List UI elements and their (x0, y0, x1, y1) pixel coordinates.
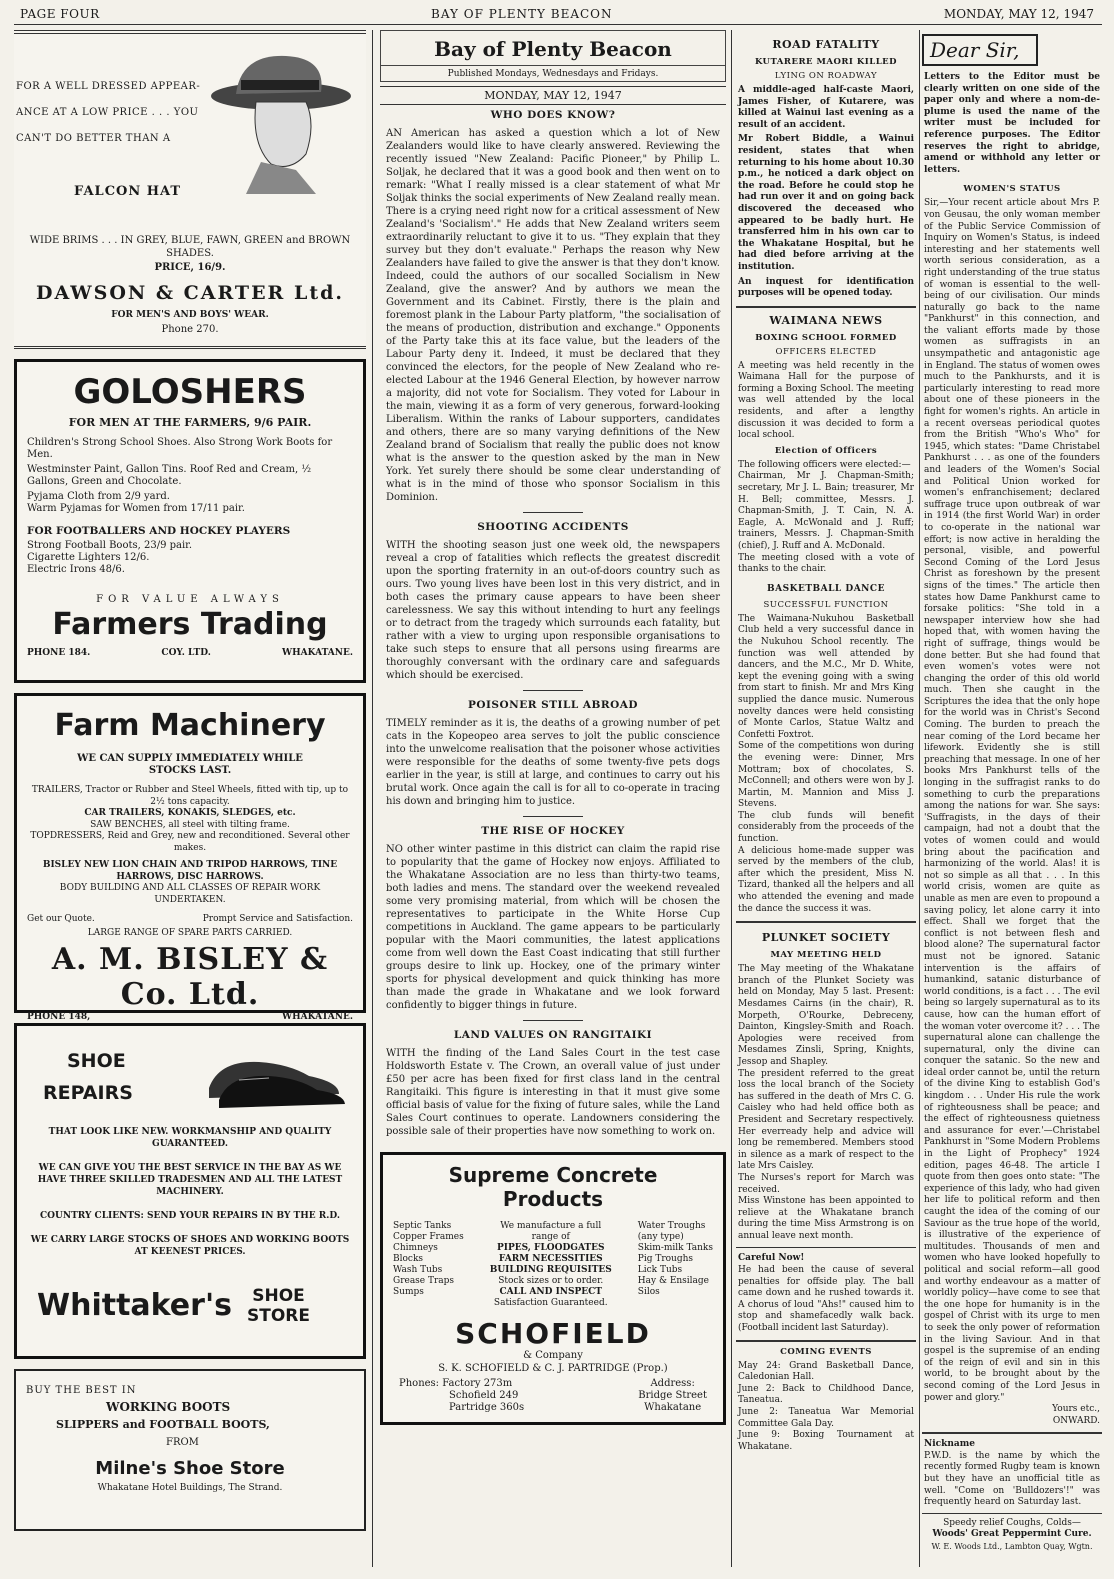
waimana-head: WAIMANA NEWS (769, 313, 883, 327)
farm-firm: A. M. BISLEY & Co. Ltd. (51, 942, 329, 1012)
basket-p1: The Waimana-Nukuhou Basketball Club held a very successful dance in the Nukuhou School recently. The function was well attended by dancers, and the M.C., Mr D. White, kept the evening going with a swing from start to finish. Mr and Mrs King supplied the dance music. Numerous novelty dances were held consisting of Monte Carlos, Statue Waltz and Confetti Foxtrot. (738, 613, 914, 740)
letters-head: WOMEN'S STATUS (963, 184, 1061, 195)
letters-sign1: Yours etc., (1052, 1404, 1100, 1415)
hat-ad-line: FOR A WELL DRESSED APPEAR- (16, 81, 201, 92)
shoe-firm: Whittaker's (37, 1288, 232, 1323)
road-sub: KUTARERE MAORI KILLED (754, 57, 898, 67)
editorial-column (380, 30, 726, 1567)
golo-coy: COY. LTD. (161, 648, 211, 658)
golo-item: Children's Strong School Shoes. Also Strong Work Boots for Men. (27, 437, 333, 460)
shoe-t1: SHOE (67, 1050, 126, 1072)
golo-item: Westminster Paint, Gallon Tins. Roof Red and Cream, ½ Gallons, Green and Chocolate. (27, 464, 312, 487)
shoe-p4: WE CARRY LARGE STOCKS OF SHOES AND WORKING BOOTS AT KEENEST PRICES. (30, 1235, 350, 1257)
milne-l1: BUY THE BEST IN (26, 1385, 137, 1396)
hat-wear: FOR MEN'S AND BOYS' WEAR. (111, 310, 269, 320)
concrete-firm: SCHOFIELD (455, 1317, 651, 1350)
concrete-left: Copper Frames (393, 1232, 464, 1242)
waimana-p1: A meeting was held recently in the Waimana Hall for the purpose of forming a Boxing School. The meeting was well attended by the local residents, and after a lengthy discussion it was decided to form a local school. (738, 360, 914, 441)
farm-spare: LARGE RANGE OF SPARE PARTS CARRIED. (87, 928, 293, 938)
milne-ad (14, 1369, 366, 1531)
road-p1: A middle-aged half-caste Maori, James Fisher, of Kutarere, was killed at Wainui last evening as a result of an accident. (738, 85, 914, 130)
event-item: June 2: Taneatua War Memorial Committee Gala Day. (738, 1407, 914, 1429)
divider (523, 1020, 583, 1021)
careful-head: Careful Now! (738, 1253, 805, 1264)
hat-price: PRICE, 16/9. (154, 262, 226, 273)
hat-illustration (166, 44, 366, 194)
farm-item: BISLEY NEW LION CHAIN AND TRIPOD HARROWS, TINE HARROWS, DISC HARROWS. (42, 860, 338, 882)
shoe-store-2: STORE (247, 1306, 310, 1326)
farm-machinery-ad (14, 693, 366, 1022)
page-header (20, 6, 1094, 22)
concrete-right: Lick Tubs (637, 1265, 683, 1275)
golo-phone: PHONE 184. (27, 648, 91, 658)
basket-head: BASKETBALL DANCE (767, 583, 885, 594)
concrete-co: & Company (523, 1350, 583, 1361)
farm-town: WHAKATANE. (282, 1012, 353, 1022)
concrete-addr: Whakatane (644, 1402, 702, 1413)
plunket-p1: The May meeting of the Whakatane branch of the Plunket Society was held on Monday, May 5 last. Present: Mesdames Cairns (in the chair), R. Morpeth, O'Rourke, Debreceny, Dainton, Kingsley-Smith and Roach. Apologies were received from Mesdames Zinsli, Spring, Knights, Jessop and Shapley. (738, 964, 914, 1067)
header-rule (14, 24, 1102, 25)
concrete-addr: Bridge Street (638, 1390, 707, 1401)
farm-item: TRAILERS, Tractor or Rubber and Steel Wheels, fitted with tip, up to 2½ tons capacity. (31, 785, 349, 807)
dear-sir-logo: Dear Sir, (922, 34, 1038, 66)
woods-l3: W. E. Woods Ltd., Lambton Quay, Wgtn. (931, 1542, 1093, 1552)
milne-l2: WORKING BOOTS (106, 1400, 231, 1414)
hat-ad-line: CAN'T DO BETTER THAN A (16, 133, 171, 144)
waimana-sub2: OFFICERS ELECTED (775, 346, 877, 357)
editorial-date: MONDAY, MAY 12, 1947 (380, 86, 726, 105)
basket-p3: The club funds will benefit considerably from the proceeds of the function. (738, 810, 914, 845)
event-item: May 24: Grand Basketball Dance, Caledonian Hall. (738, 1360, 914, 1383)
concrete-addr: Address: (650, 1378, 695, 1389)
a5-body: WITH the finding of the Land Sales Court in the test case Holdsworth Estate v. The Crown, an overall value of just under £50 per acre has been fixed for first class land in the central Rangitaiki. This figure is interesting in that it must give some official basis of value for the fixing of future sales, while the Land Sales Court continues to operate. Landowners considering the possible sale of their properties have now something to work on. (386, 1048, 720, 1137)
milne-firm: Milne's Shoe Store (95, 1458, 285, 1479)
events-head: COMING EVENTS (780, 1346, 872, 1357)
letters-body: Sir,—Your recent article about Mrs P. von Geusau, the only woman member of the Public Service Commission of Inquiry on Women's Status, is indeed interesting and her statements well worth serious consideration, as a right understanding of the true status of woman is essential to the well-being of our civilisation. Our minds naturally go back to the name "Pankhurst" in this connection, and the valiant efforts made by those women as suffragists in an unsympathetic and antagonistic age in England. The status of women owes much to the Pankhursts, and it is particularly interesting to read more about one of these pioneers in the fight for women's rights. An article in a recent overseas periodical quotes from the British "Who's Who" for 1945, which states: "Dame Christabel Pankhurst . . . as one of the founders and leaders of the Women's Social and Political Union worked for women's enfranchisement; declared suffrage truce upon outbreak of war in 1914 (the first World War) in order to co-operate in the national war effort; is now active in heralding the personal, visible, and powerful Second Coming of the Lord Jesus Christ as foreshown by the present signs of the times." The article then states how Dame Pankhurst came to forsake politics: "She told in a newspaper interview how she had hoped that, with women having the right of suffrage, things would be done better. But she had found that even women's votes were not changing the order of this old world much. Then she caught in the Scriptures the idea that the only hope for the world was in Christ's Second Coming. The burden to preach the near coming of the Lord became her lifework. Evidently she is still preaching that message. In one of her books Mrs Pankhurst tells of the longing in the suffragist ranks to do something to curb the preparations among the nations for war. She says: 'Suffragists, in the days of their campaign, had not a doubt that the votes of women could and would bring about the pacification and harmonizing of the world. Alas! it is not so simple as all that . . . In this world crisis, women are quite as unable as men are even to propound a saving policy, let alone carry it into effect. Shall we forget that the conflict is not between flesh and blood alone? The supernatural factor must not be ignored. Satanic intervention is the affairs of humankind, satanic disturbance of world conditions, is a fact . . . The evil being so largely supernatural as to its cause, how can the human effort of the woman voter overcome it? . . . The supernatural alone can challenge the supernatural, only the divine can conquer the satanic. So the new and ideal order cannot be, until the return of the divine King to establish God's kingdom . . . Under His rule the work of righteousness shall be peace; and the effect of righteousness quietness and assurance for ever.'—Christabel Pankhurst in "Some Modern Problems in the Light of Prophecy" 1924 edition, pages 46-48. The article I quote from then goes onto state: "The experience of this lady, who had given her life to political reform and then caught the idea of the coming of our Saviour as the true hope of the world, is illustrative of the experience of multitudes. Thousands of men and women who have looked hopefully to political and social reform—all good and worthy endeavour as a matter of worldly policy—have come to see that the one hope for humanity is in the gospel of Christ with its urge to men to seek the only power of reformation in the living Saviour. And in that gospel is the supremise of an ending of the reign of evil and sin in this world, to be brought about by the second coming of the Lord Jesus in power and glory." (924, 198, 1100, 1403)
road-sub2: LYING ON ROADWAY (774, 71, 878, 81)
concrete-props: S. K. SCHOFIELD & C. J. PARTRIDGE (Prop.) (438, 1363, 668, 1374)
concrete-title2: Products (502, 1187, 604, 1211)
page-date: MONDAY, MAY 12, 1947 (943, 7, 1094, 21)
letters-sign2: ONWARD. (1052, 1415, 1100, 1426)
plunket-head: PLUNKET SOCIETY (761, 931, 891, 945)
hat-shades: WIDE BRIMS . . . IN GREY, BLUE, FAWN, GREEN and BROWN SHADES. (29, 235, 351, 259)
farm-phone: PHONE 148, (27, 1012, 91, 1022)
hat-firm: DAWSON & CARTER Ltd. (35, 282, 344, 304)
concrete-phone: Partridge 360s (449, 1402, 525, 1413)
column-rule (731, 30, 732, 1567)
waimana-p4: The meeting closed with a vote of thanks to the chair. (738, 552, 914, 575)
shoe-store-1: SHOE (252, 1286, 305, 1306)
farm-item: SAW BENCHES, all steel with tilting frame. (90, 819, 290, 830)
concrete-mid: FARM NECESSITIES (498, 1254, 603, 1264)
plunket-p4: Miss Winstone has been appointed to relieve at the Whakatane branch during the time Miss Armstrong is on annual leave next month. (738, 1196, 914, 1241)
letters-note: Letters to the Editor must be clearly written on one side of the paper only and where a nom-de-plume is used the name of the writer must be included for reference purposes. The Editor reserves the right to abridge, amend or withhold any letter or letters. (924, 72, 1100, 175)
milne-l4: FROM (166, 1437, 199, 1448)
milne-addr: Whakatane Hotel Buildings, The Strand. (97, 1483, 283, 1493)
waimana-p3: Chairman, Mr J. Chapman-Smith; secretary, Mr J. L. Bain; treasurer, Mr H. Bell; committee, Messrs. J. Chapman-Smith, J. T. Cain, N. A. Eagle, A. McWonald and J. Ruff; trainers, Messrs. J. Chapman-Smith (chief), J. Ruff and A. McDonald. (738, 471, 914, 551)
concrete-mid: Stock sizes or to order. (498, 1276, 604, 1286)
concrete-right: Water Troughs (637, 1221, 706, 1231)
divider (523, 816, 583, 817)
golo-item: Warm Pyjamas for Women from 17/11 pair. (27, 503, 245, 514)
concrete-left: Chimneys (393, 1243, 438, 1253)
nickname-p: P.W.D. is the name by which the recently formed Rugby team is known but they have an unofficial title as well. "Come on 'Bulldozers'!" was frequently heard on Saturday last. (924, 1450, 1100, 1508)
event-item: June 2: Back to Childhood Dance, Taneatua. (738, 1383, 914, 1406)
plunket-sub: MAY MEETING HELD (770, 950, 882, 961)
concrete-ad (380, 1152, 726, 1425)
column-rule (372, 30, 373, 1567)
a4-body: NO other winter pastime in this district can claim the rapid rise to popularity that the game of Hockey now enjoys. Affiliated to the Whakatane Association are no less than thirty-two teams, both ladies and mens. The standard over the weekend revealed some very promising material, from which will be chosen the representatives to participate in the White Horse Cup competitions in Auckland. The game appears to be particularly popular with the Maori communities, the latest applications come from well down the East Coast indicating that still further groups desire to link up. Hockey, one of the primary winter sports for physical development and quick thinking has more than made the grade in Whakatane and we look forward confidently to bigger things in future. (386, 844, 720, 1011)
pub-note: Published Mondays, Wednesdays and Fridays. (381, 65, 725, 79)
concrete-right: Pig Troughs (637, 1254, 694, 1264)
plunket-p3: The Nurses's report for March was received. (738, 1172, 914, 1195)
farm-item: CAR TRAILERS, KONAKIS, SLEDGES, etc. (84, 808, 296, 818)
farm-service: Prompt Service and Satisfaction. (202, 914, 353, 924)
concrete-left: Grease Traps (393, 1276, 455, 1286)
road-p3: An inquest for identification purposes will be opened today. (738, 276, 914, 299)
divider (523, 690, 583, 691)
golo-sub: FOR MEN AT THE FARMERS, 9/6 PAIR. (68, 416, 312, 429)
paper-name: BAY OF PLENTY BEACON (431, 7, 613, 21)
concrete-left: Blocks (393, 1254, 424, 1264)
woods-l1: Speedy relief Coughs, Colds— (943, 1517, 1081, 1528)
a3-body: TIMELY reminder as it is, the deaths of a growing number of pet cats in the Kopeopeo area serves to jolt the public conscience into the unwelcome realisation that the poisoner whose activities were responsible for the deaths of some twenty-five pets dogs earlier in the year, is still at large, and continues to carry out his brutal work. Once again the call is for all to co-operate in tracing his down and bringing him to justice. (386, 718, 720, 807)
a5-head: LAND VALUES ON RANGITAIKI (453, 1029, 653, 1041)
waimana-sub: BOXING SCHOOL FORMED (755, 332, 897, 343)
road-p2: Mr Robert Biddle, a Wainui resident, states that when returning to his home about 10.30 p.m., he noticed a dark object on the road. Before he could stop he had run over it and on going back discovered the deceased who appeared to be badly hurt. He transferred him in his own car to the Whakatane Hospital, but he had died before arriving at the institution. (738, 134, 914, 272)
concrete-title1: Supreme Concrete (448, 1163, 658, 1187)
golo-title: GOLOSHERS (73, 372, 307, 412)
news-column (736, 30, 916, 1567)
concrete-phone: Phones: Factory 273m (399, 1378, 513, 1389)
hat-ad-line: ANCE AT A LOW PRICE . . . YOU (16, 107, 199, 118)
concrete-mid: We manufacture a full (500, 1221, 602, 1231)
farm-sub: WE CAN SUPPLY IMMEDIATELY WHILE STOCKS LAST. (77, 753, 303, 776)
a2-head: SHOOTING ACCIDENTS (477, 521, 629, 533)
careful-p: He had been the cause of several penalties for offside play. The ball came down and he rushed towards it. A chorus of loud "Ahs!" caused him to stop and shamefacedly walk back. (Football incident last Saturday). (738, 1265, 914, 1334)
hat-brand: FALCON HAT (74, 184, 182, 199)
falcon-hat-ad (14, 30, 366, 349)
golo-item2: Strong Football Boots, 23/9 pair. (27, 540, 193, 551)
concrete-left: Wash Tubs (393, 1265, 443, 1275)
hat-phone: Phone 270. (161, 324, 219, 335)
concrete-mid: CALL AND INSPECT (499, 1287, 602, 1297)
event-item: June 9: Boxing Tournament at Whakatane. (738, 1430, 914, 1452)
a1-head: WHO DOES KNOW? (490, 109, 616, 121)
concrete-mid: PIPES, FLOODGATES (497, 1243, 605, 1253)
farm-item: TOPDRESSERS, Reid and Grey, new and reconditioned. Several other makes. (30, 831, 350, 853)
golo-h2: FOR FOOTBALLERS AND HOCKEY PLAYERS (27, 525, 291, 537)
page-number: PAGE FOUR (20, 7, 100, 21)
concrete-right: Skim-milk Tanks (637, 1243, 713, 1253)
golo-value: FOR VALUE ALWAYS (96, 594, 284, 605)
shoe-illustration (199, 1040, 349, 1110)
shoe-p2: WE CAN GIVE YOU THE BEST SERVICE IN THE BAY AS WE HAVE THREE SKILLED TRADESMEN AND ALL THE LATEST MACHINERY. (37, 1163, 343, 1197)
farm-title: Farm Machinery (54, 708, 326, 743)
concrete-mid: BUILDING REQUISITES (489, 1265, 612, 1275)
basket-p2: Some of the competitions won during the evening were: Dinner, Mrs Mottram; box of chocolates, S. McConnell; and others were won by J. Martin, M. Mannion and Miss J. Stevens. (738, 741, 914, 810)
concrete-right: (any type) (637, 1232, 684, 1242)
a1-body: AN American has asked a question which a lot of New Zealanders would like to have clearly answered. Reviewing the recently issued "New Zealand: Pacific Pioneer," by Philip L. Soljak, he declared that it was a good book and then went on to remark: "What I really missed is a clear statement of what Mr Soljak thinks the social experiments of New Zealand really mean. There is a crying need right now for a critical assessment of New Zealand's 'Socialism'." He adds that New Zealand writers seem extraordinarily reluctant to give it to us. "They explain that they survey but they don't evaluate." Perhaps the reason why New Zealanders have failed to give the answer is that they don't know. Indeed, could the authors of our socalled Socialism in New Zealand, give the answer? And by authors we mean the Government and its Cabinet. Firstly, there is the plain and foremost plank in the Labour Party platform, "the socialisation of the means of production, distribution and exchange." Opponents of the Party take this at its face value, but the leaders of the Labour Party deny it. Indeed, it must be declared that they convinced the electors, for the people of New Zealand who re-elected Labour at the 1946 General Election, by however narrow a majority, did not vote for Socialism. They voted for Labour in the main, viewing it as a form of very generous, forward-looking Liberalism. Within the ranks of Labour supporters, candidates and others, there are so many varying definitions of the New Zealand brand of Socialism that really the public does not know what is the answer to the question asked by the man in New York. Yet surely there should be some clear understanding of what is in the mind of those who sponsor Socialism in this Dominion. (386, 128, 720, 503)
basket-sub: SUCCESSFUL FUNCTION (763, 599, 889, 610)
farm-quote: Get our Quote. (27, 914, 95, 924)
a4-head: THE RISE OF HOCKEY (481, 825, 625, 837)
golo-firm: Farmers Trading (52, 607, 328, 642)
shoe-repairs-ad (14, 1023, 366, 1359)
column-rule (919, 30, 920, 1567)
golo-item2: Electric Irons 48/6. (27, 564, 125, 575)
golo-item2: Cigarette Lighters 12/6. (27, 552, 150, 563)
a3-head: POISONER STILL ABROAD (467, 699, 639, 711)
concrete-right: Hay & Ensilage (637, 1276, 710, 1286)
milne-l3: SLIPPERS and FOOTBALL BOOTS, (56, 1418, 270, 1431)
concrete-left: Septic Tanks (393, 1221, 452, 1231)
plunket-p2: The president referred to the great loss the local branch of the Society has suffered in the death of Mrs C. G. Caisley who had held office both as President and Secretary respectively. Her everready help and advice will long be remembered. Members stood in silence as a mark of respect to the late Mrs Caisley. (738, 1068, 914, 1172)
shoe-p1: THAT LOOK LIKE NEW. WORKMANSHIP AND QUALITY GUARANTEED. (48, 1127, 332, 1149)
ads-column (14, 30, 366, 1567)
basket-p4: A delicious home-made supper was served by the members of the club, after which the president, Miss N. Tizard, thanked all the helpers and all who attended the evening and made the dance the success it was. (738, 845, 914, 914)
concrete-left: Sumps (393, 1287, 424, 1297)
waimana-eh: Election of Officers (774, 445, 878, 456)
road-head: ROAD FATALITY (772, 38, 880, 51)
masthead-box (380, 30, 726, 82)
nickname-head: Nickname (924, 1439, 975, 1450)
concrete-mid: Satisfaction Guaranteed. (493, 1298, 608, 1308)
golo-item: Pyjama Cloth from 2/9 yard. (27, 491, 170, 502)
masthead: Bay of Plenty Beacon (434, 37, 672, 61)
a2-body: WITH the shooting season just one week old, the newspapers reveal a crop of fatalities which reflects the greatest discredit upon the sporting fraternity in an out-of-doors country such as ours. Two young lives have been lost in this very district, and in both cases the primary cause appears to have been sheer carelessness. We say this without intending to hurt any feelings or to detract from the tragedy which surrounds each fatality, but rather with a view to urging upon responsible organisations to take such steps to ensure that all persons using firearms are thoroughly conversant with the ordinary care and safeguards which should be exercised. (386, 540, 720, 681)
divider (523, 512, 583, 513)
farm-item: BODY BUILDING AND ALL CLASSES OF REPAIR WORK UNDERTAKEN. (59, 883, 321, 905)
shoe-t2: REPAIRS (43, 1082, 133, 1104)
goloshers-ad (14, 359, 366, 683)
golo-town: WHAKATANE. (282, 648, 353, 658)
letters-column (922, 30, 1102, 1567)
woods-l2: Woods' Great Peppermint Cure. (932, 1529, 1092, 1540)
waimana-p2: The following officers were elected:— (738, 459, 911, 470)
concrete-phone: Schofield 249 (449, 1390, 519, 1401)
shoe-p3: COUNTRY CLIENTS: SEND YOUR REPAIRS IN BY THE R.D. (40, 1211, 340, 1221)
concrete-mid: range of (531, 1232, 570, 1242)
concrete-right: Silos (637, 1287, 660, 1297)
